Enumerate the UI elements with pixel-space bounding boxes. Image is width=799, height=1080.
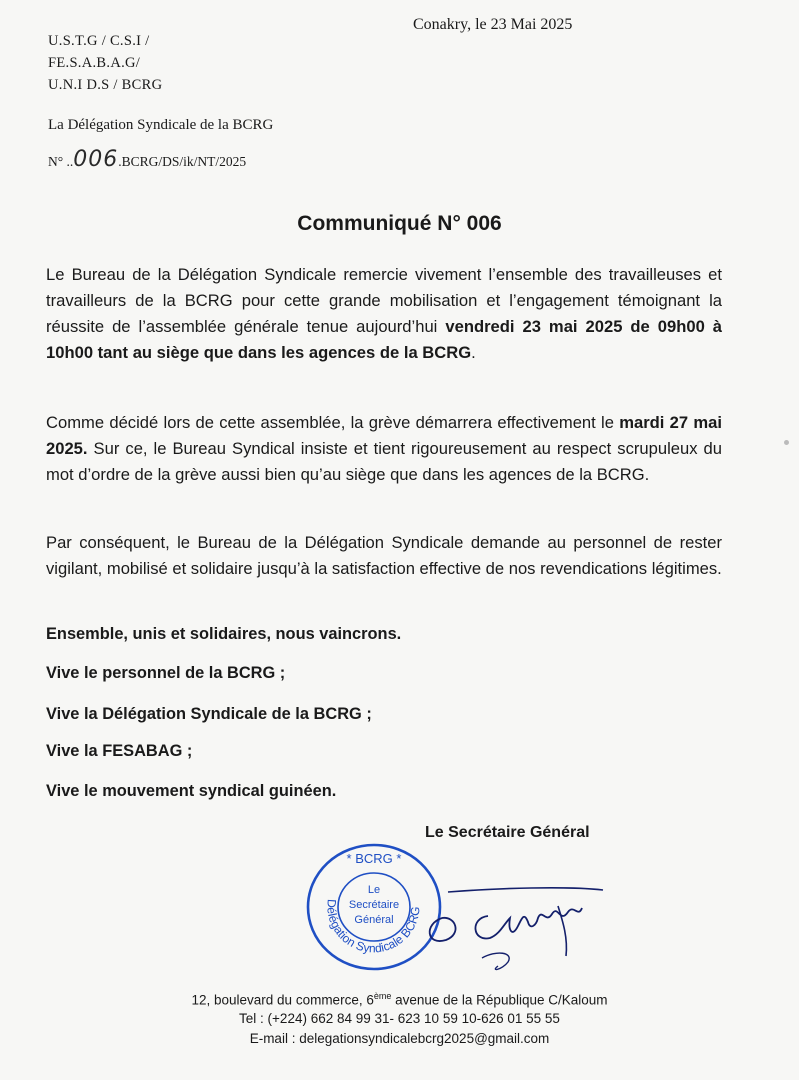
reference-handwritten: 006 <box>73 147 119 172</box>
paragraph-1-bold: vendredi 23 mai 2025 de 09h00 à 10h00 tant au siège que dans les agences de la BCRG <box>46 317 723 362</box>
slogan-5: Vive le mouvement syndical guinéen. <box>46 782 337 800</box>
paragraph-2 <box>46 410 722 488</box>
paragraph-3: Par conséquent, le Bureau de la Délégation Syndicale demande au personnel de rester vigilant, mobilisé et solidaire jusqu’à la satisfaction effective de nos revendications légitimes. <box>46 533 722 578</box>
slogan-3: Vive la Délégation Syndicale de la BCRG ; <box>46 705 372 723</box>
reference-suffix: .BCRG/DS/ik/NT/2025 <box>118 154 247 169</box>
org-line-3: U.N.I D.S / BCRG <box>48 77 163 93</box>
delegation-name: La Délégation Syndicale de la BCRG <box>48 117 274 133</box>
paragraph-1-text: Le Bureau de la Délégation Syndicale remercie vivement l’ensemble des travailleuses et travailleurs de la BCRG pour cette grande mobilisation et l’engagement témoignant la réussite de l’assemblée générale tenue aujourd’hui <box>46 265 722 336</box>
signatory-role: Le Secrétaire Général <box>425 824 590 841</box>
stamp-center-line-3: Général <box>354 914 394 926</box>
slogan-4: Vive la FESABAG ; <box>46 742 193 760</box>
org-line-1: U.S.T.G / C.S.I / <box>48 33 150 49</box>
scan-speck <box>784 440 789 445</box>
paragraph-1 <box>46 262 722 366</box>
paragraph-2-bold: mardi 27 mai 2025. <box>46 413 722 458</box>
paragraph-2-start: Comme décidé lors de cette assemblée, la grève démarrera effectivement le <box>46 413 620 432</box>
footer-phone: Tel : (+224) 662 84 99 31- 623 10 59 10-626 01 55 55 <box>239 1011 560 1026</box>
org-line-2: FE.S.A.B.A.G/ <box>48 55 141 71</box>
footer-address-end: avenue de la République C/Kaloum <box>391 992 608 1008</box>
footer-address-superscript: ème <box>373 991 392 1001</box>
place-date: Conakry, le 23 Mai 2025 <box>413 16 573 33</box>
paragraph-1-end: . <box>471 343 476 362</box>
paragraph-2-rest: Sur ce, le Bureau Syndical insiste et tient rigoureusement au respect scrupuleux du mot d’ordre de la grève aussi bien qu’au siège que dans les agences de la BCRG. <box>46 439 722 484</box>
communique-title: Communiqué N° 006 <box>297 212 502 235</box>
stamp-top-text: * BCRG * <box>346 851 402 866</box>
stamp-center-line-1: Le <box>367 884 381 896</box>
handwritten-signature <box>418 878 608 978</box>
footer-address <box>0 991 799 1008</box>
reference-prefix: N° .. <box>48 154 74 169</box>
footer-email: E-mail : delegationsyndicalebcrg2025@gmail.com <box>249 1031 550 1046</box>
stamp-ring-text: Délégation Syndicale BCRG <box>324 898 423 956</box>
slogan-1: Ensemble, unis et solidaires, nous vaincrons. <box>46 625 402 643</box>
slogan-2: Vive le personnel de la BCRG ; <box>46 664 286 682</box>
reference-number <box>48 147 246 172</box>
stamp-center-line-2: Secrétaire <box>348 899 400 911</box>
footer-address-start: 12, boulevard du commerce, 6 <box>191 992 374 1008</box>
